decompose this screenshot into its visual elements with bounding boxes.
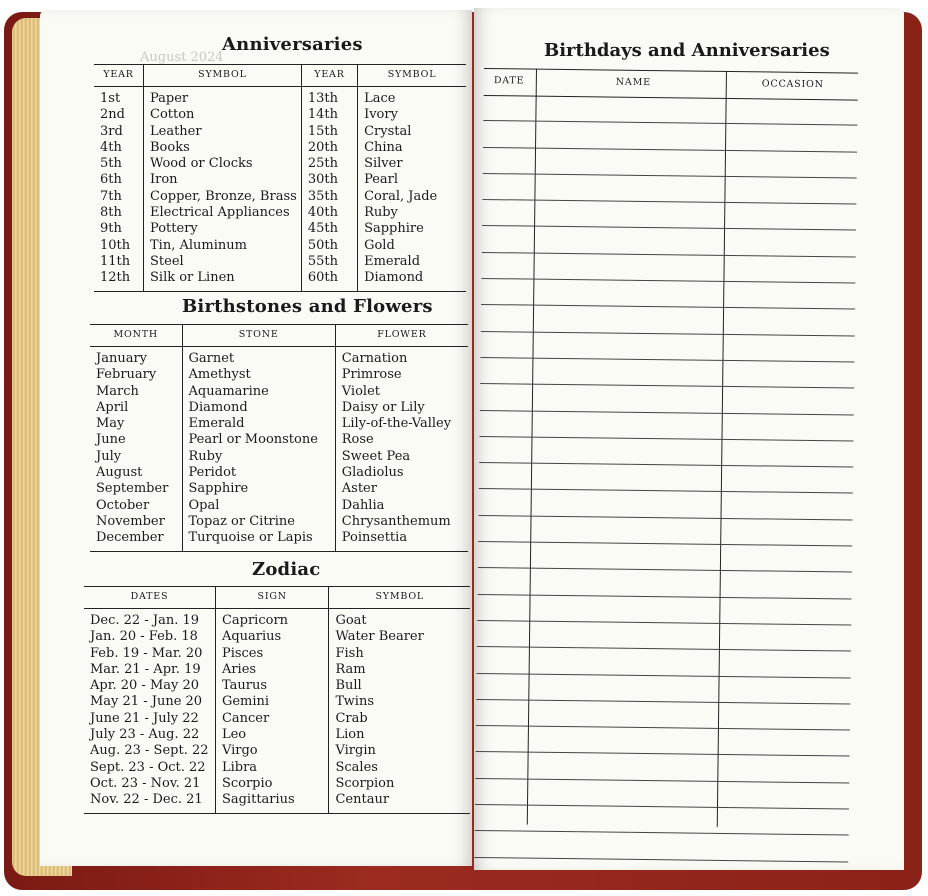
table-cell: January — [96, 351, 148, 366]
log-title: Birthdays and Anniversaries — [544, 40, 830, 61]
table-cell: Pearl — [358, 172, 466, 188]
table-row — [84, 629, 470, 645]
table-cell: Books — [144, 140, 302, 156]
table-cell: Peridot — [182, 465, 335, 481]
table-cell: 35th — [301, 189, 357, 205]
table-row — [90, 530, 468, 551]
zodiac-column-header: SYMBOL — [329, 587, 470, 609]
table-cell: Virgin — [329, 743, 470, 759]
table-cell: Libra — [215, 760, 329, 776]
table-cell: 20th — [301, 140, 357, 156]
table-cell: Sept. 23 - Oct. 22 — [90, 759, 206, 775]
table-cell: Silk or Linen — [144, 270, 302, 291]
zodiac-table — [84, 586, 470, 814]
table-cell: Violet — [335, 384, 468, 400]
table-row — [94, 221, 466, 237]
table-cell: Primrose — [335, 367, 468, 383]
zodiac-column-header: DATES — [84, 587, 215, 609]
table-cell: Wood or Clocks — [144, 156, 302, 172]
table-cell: Diamond — [358, 270, 466, 291]
table-row — [90, 481, 468, 497]
table-cell: Scales — [329, 760, 470, 776]
table-cell: Nov. 22 - Dec. 21 — [84, 792, 215, 813]
table-cell: Tin, Aluminum — [144, 238, 302, 254]
birthstones-title: Birthstones and Flowers — [182, 296, 433, 317]
table-row — [94, 172, 466, 188]
table-cell: Lily-of-the-Valley — [335, 416, 468, 432]
table-cell: 12th — [94, 270, 144, 291]
table-row — [94, 254, 466, 270]
table-row — [90, 367, 468, 383]
table-cell: Poinsettia — [335, 530, 468, 551]
table-cell: Ivory — [358, 107, 466, 123]
table-row — [94, 87, 466, 108]
log-header-occasion: OCCASION — [761, 78, 824, 91]
table-cell: Virgo — [215, 743, 329, 759]
table-row — [90, 400, 468, 416]
table-cell: Cotton — [144, 107, 302, 123]
table-row — [90, 347, 468, 368]
table-row — [84, 609, 470, 630]
table-cell: Carnation — [335, 347, 468, 368]
anniversaries-title: Anniversaries — [222, 34, 363, 55]
table-cell: 5th — [100, 156, 122, 172]
table-row — [84, 662, 470, 678]
table-cell: Lion — [329, 727, 470, 743]
table-row — [84, 711, 470, 727]
table-cell: 15th — [301, 124, 357, 140]
table-row — [90, 416, 468, 432]
table-cell: Rose — [335, 432, 468, 448]
table-cell: Aug. 23 - Sept. 22 — [90, 743, 209, 759]
table-cell: Mar. 21 - Apr. 19 — [90, 661, 201, 677]
table-cell: 60th — [301, 270, 357, 291]
table-cell: Emerald — [182, 416, 335, 432]
table-cell: 10th — [100, 237, 131, 253]
table-cell: Jan. 20 - Feb. 18 — [90, 629, 198, 645]
table-row — [90, 449, 468, 465]
table-cell: November — [96, 513, 165, 529]
table-cell: Scorpion — [329, 776, 470, 792]
table-cell: Amethyst — [182, 367, 335, 383]
table-cell: Bull — [329, 678, 470, 694]
table-cell: Diamond — [182, 400, 335, 416]
table-cell: Aries — [215, 662, 329, 678]
anniversaries-column-header: SYMBOL — [358, 65, 466, 87]
table-cell: Aquarius — [215, 629, 329, 645]
table-cell: Twins — [329, 694, 470, 710]
table-row — [94, 189, 466, 205]
table-cell: Centaur — [329, 792, 470, 813]
table-cell: Goat — [329, 609, 470, 630]
log-header-name: NAME — [615, 76, 651, 89]
table-cell: Oct. 23 - Nov. 21 — [90, 775, 201, 791]
table-cell: 11th — [100, 253, 131, 269]
table-cell: Garnet — [182, 347, 335, 368]
table-cell: February — [96, 367, 157, 383]
log-form — [475, 68, 858, 833]
table-cell: July 23 - Aug. 22 — [90, 727, 200, 743]
table-cell: July — [96, 448, 122, 464]
table-cell: Sweet Pea — [335, 449, 468, 465]
table-cell: May — [96, 416, 125, 432]
table-cell: Gold — [358, 238, 466, 254]
table-row — [90, 465, 468, 481]
table-row — [84, 694, 470, 710]
anniversaries-table — [94, 64, 466, 292]
anniversaries-column-header: SYMBOL — [144, 65, 302, 87]
table-cell: Pottery — [144, 221, 302, 237]
birthstones-table — [90, 324, 468, 552]
table-cell: Scorpio — [215, 776, 329, 792]
table-row — [90, 498, 468, 514]
table-cell: Silver — [358, 156, 466, 172]
table-cell: Pisces — [215, 646, 329, 662]
bleed-through-text: August 2024 — [140, 50, 224, 65]
table-cell: Sapphire — [358, 221, 466, 237]
birthstones-column-header: MONTH — [90, 325, 182, 347]
table-row — [84, 760, 470, 776]
table-row — [90, 432, 468, 448]
table-row — [90, 514, 468, 530]
table-cell: Turquoise or Lapis — [182, 530, 335, 551]
table-cell: Iron — [144, 172, 302, 188]
table-cell: August — [96, 465, 143, 481]
table-cell: 8th — [100, 205, 122, 221]
table-cell: Daisy or Lily — [335, 400, 468, 416]
table-cell: 9th — [100, 221, 122, 237]
table-row — [84, 646, 470, 662]
table-cell: Paper — [144, 87, 302, 108]
table-cell: Cancer — [215, 711, 329, 727]
table-cell: Taurus — [215, 678, 329, 694]
table-cell: December — [90, 530, 182, 551]
log-rows — [474, 95, 857, 862]
table-row — [84, 727, 470, 743]
table-cell: Leather — [144, 124, 302, 140]
zodiac-column-header: SIGN — [215, 587, 329, 609]
table-cell: 14th — [301, 107, 357, 123]
table-cell: Lace — [358, 87, 466, 108]
table-cell: May 21 - June 20 — [90, 694, 203, 710]
table-row — [94, 156, 466, 172]
table-cell: October — [96, 497, 150, 513]
table-row — [84, 743, 470, 759]
table-cell: 25th — [301, 156, 357, 172]
table-cell: Dec. 22 - Jan. 19 — [90, 613, 200, 628]
anniversaries-column-header: YEAR — [94, 65, 144, 87]
table-cell: Emerald — [358, 254, 466, 270]
table-cell: Crystal — [358, 124, 466, 140]
table-cell: 7th — [100, 188, 122, 204]
table-row — [84, 776, 470, 792]
log-header-date: DATE — [493, 75, 525, 87]
zodiac-title: Zodiac — [252, 559, 321, 580]
table-cell: Aster — [335, 481, 468, 497]
table-row — [84, 792, 470, 813]
table-row — [94, 238, 466, 254]
table-cell: June 21 - July 22 — [90, 710, 199, 726]
table-cell: 4th — [100, 139, 122, 155]
table-cell: Crab — [329, 711, 470, 727]
table-cell: Gemini — [215, 694, 329, 710]
table-row — [94, 107, 466, 123]
table-cell: 1st — [100, 91, 121, 106]
table-cell: Gladiolus — [335, 465, 468, 481]
table-cell: September — [96, 481, 169, 497]
table-row — [84, 678, 470, 694]
table-cell: Leo — [215, 727, 329, 743]
table-cell: 55th — [301, 254, 357, 270]
table-cell: Electrical Appliances — [144, 205, 302, 221]
table-cell: Water Bearer — [329, 629, 470, 645]
table-row — [94, 124, 466, 140]
table-cell: 40th — [301, 205, 357, 221]
log-blank-row[interactable] — [474, 831, 848, 862]
table-cell: Opal — [182, 498, 335, 514]
table-cell: April — [96, 399, 129, 415]
anniversaries-column-header: YEAR — [301, 65, 357, 87]
table-cell: Sapphire — [182, 481, 335, 497]
table-cell: Coral, Jade — [358, 189, 466, 205]
table-cell: 30th — [301, 172, 357, 188]
table-cell: Copper, Bronze, Brass — [144, 189, 302, 205]
table-cell: Chrysanthemum — [335, 514, 468, 530]
table-cell: Aquamarine — [182, 384, 335, 400]
table-row — [94, 140, 466, 156]
table-row — [94, 205, 466, 221]
table-cell: 6th — [100, 172, 122, 188]
table-cell: Apr. 20 - May 20 — [90, 678, 200, 694]
table-row — [90, 384, 468, 400]
birthstones-column-header: STONE — [182, 325, 335, 347]
table-cell: 45th — [301, 221, 357, 237]
table-cell: Steel — [144, 254, 302, 270]
table-cell: China — [358, 140, 466, 156]
table-cell: 13th — [301, 87, 357, 108]
birthstones-column-header: FLOWER — [335, 325, 468, 347]
table-cell: Sagittarius — [215, 792, 329, 813]
table-cell: 3rd — [100, 123, 123, 139]
table-cell: Topaz or Citrine — [182, 514, 335, 530]
table-row — [94, 270, 466, 291]
table-cell: Dahlia — [335, 498, 468, 514]
table-cell: March — [96, 383, 139, 399]
table-cell: 50th — [301, 238, 357, 254]
table-cell: Fish — [329, 646, 470, 662]
table-cell: Ruby — [182, 449, 335, 465]
table-cell: 2nd — [100, 107, 125, 123]
table-cell: Pearl or Moonstone — [182, 432, 335, 448]
table-cell: June — [96, 432, 126, 448]
table-cell: Capricorn — [215, 609, 329, 630]
table-cell: Feb. 19 - Mar. 20 — [90, 645, 203, 661]
table-cell: Ram — [329, 662, 470, 678]
table-cell: Ruby — [358, 205, 466, 221]
